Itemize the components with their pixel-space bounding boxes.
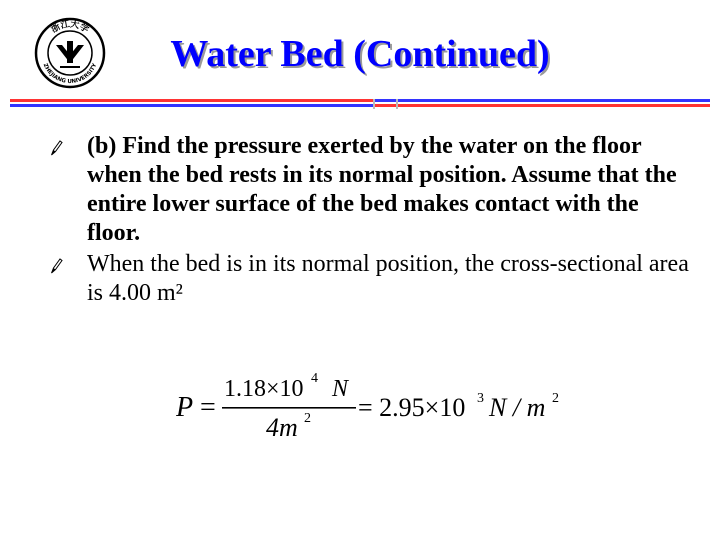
bullet-item — [50, 250, 690, 308]
slide-title: Water Bed (Continued) — [170, 33, 550, 75]
eq-numerator-coeff: 1.18×10 — [224, 376, 304, 402]
eq-result-exp: 3 — [477, 391, 484, 406]
eq-result-unit-exp: 2 — [552, 391, 559, 406]
eq-denominator-coeff: 4m — [266, 413, 298, 442]
bullet-text: (b) Find the pressure exerted by the water on the floor when the bed rests in its normal position. Assume that the entire lower surface of the bed makes contact with the floor. — [87, 133, 677, 246]
pen-bullet-icon — [50, 139, 63, 156]
logo-text-top: 浙江大学 — [49, 19, 91, 36]
eq-denominator-exp: 2 — [304, 411, 311, 426]
eq-lhs: P — [176, 392, 194, 423]
pen-bullet-icon — [50, 257, 63, 274]
eq-numerator-unit: N — [332, 376, 349, 402]
logo-text-bottom: ZHEJIANG UNIVERSITY — [41, 62, 99, 86]
title-divider — [10, 99, 710, 109]
eq-result-unit: N / m — [489, 393, 546, 422]
eq-numerator-exp: 4 — [311, 371, 318, 386]
bullet-item — [50, 132, 690, 248]
eq-equals: = — [200, 392, 216, 423]
bullet-text: When the bed is in its normal position, the cross-sectional area is 4.00 m² — [87, 251, 689, 306]
eq-fraction-bar — [222, 407, 356, 409]
bullet-list — [50, 132, 690, 308]
eq-result-coeff: = 2.95×10 — [358, 393, 466, 422]
pressure-equation — [176, 368, 576, 448]
